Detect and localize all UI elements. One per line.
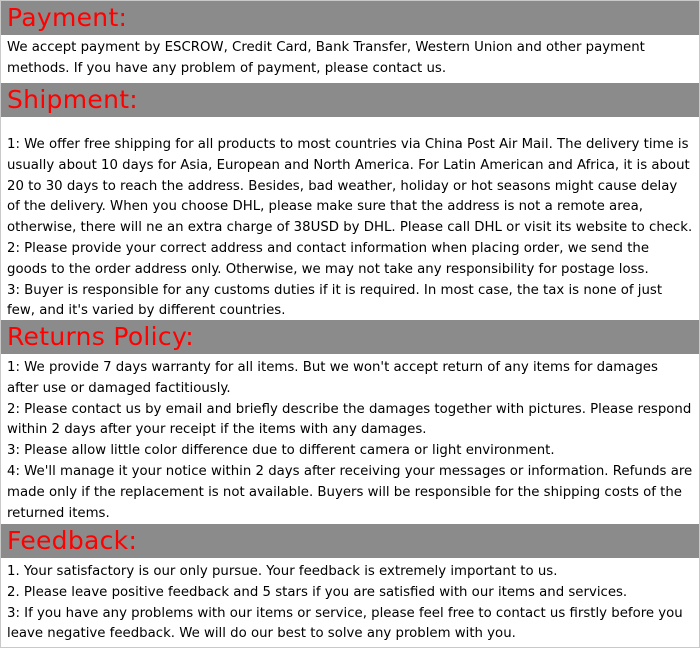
feedback-paragraph-1: 1. Your satisfactory is our only pursue. Your feedback is extremely important to us. — [7, 564, 558, 579]
shipment-body — [1, 117, 699, 320]
feedback-title: Feedback: — [7, 526, 138, 555]
returns-title: Returns Policy: — [7, 322, 194, 351]
feedback-section — [1, 524, 699, 649]
payment-paragraph-1: We accept payment by ESCROW, Credit Card, Bank Transfer, Western Union and other payment methods. If you have any problem of payment, please contact us. — [7, 40, 645, 76]
feedback-paragraph-3: 3: If you have any problems with our items or service, please feel free to contact us firstly before you leave negative feedback. We will do our best to solve any problem with you. — [7, 605, 683, 642]
payment-title: Payment: — [7, 3, 128, 32]
shipment-title: Shipment: — [7, 85, 139, 114]
returns-section — [1, 320, 699, 524]
feedback-paragraph-2: 2. Please leave positive feedback and 5 stars if you are satisfied with our items and services. — [7, 584, 628, 600]
shipment-section — [1, 83, 699, 320]
returns-paragraph-1: 1: We provide 7 days warranty for all items. But we won't accept return of any items for damages after use or damaged factitiously. — [7, 360, 658, 396]
returns-paragraph-4: 4: We'll manage it your notice within 2 days after receiving your messages or information. Refunds are made only if the replacement is not available. Buyers will be responsible for the shipping costs of the returned items. — [7, 463, 693, 521]
shipment-paragraph-2: 2: Please provide your correct address and contact information when placing order, we send the goods to the order address only. Otherwise, we may not take any responsibility for postage loss. — [7, 240, 650, 277]
payment-body — [1, 35, 699, 83]
shipment-paragraph-3: 3: Buyer is responsible for any customs duties if it is required. In most case, the tax is none of just few, and it's varied by different countries. — [7, 282, 663, 319]
returns-body — [1, 354, 699, 524]
returns-paragraph-3: 3: Please allow little color difference due to different camera or light environment. — [7, 443, 555, 459]
returns-header — [1, 320, 699, 354]
feedback-body — [1, 558, 699, 649]
payment-section — [1, 1, 699, 83]
feedback-header — [1, 524, 699, 558]
returns-paragraph-2: 2: Please contact us by email and briefly describe the damages together with pictures. Please respond within 2 days after your receipt if the items with any damages. — [7, 401, 692, 438]
shipment-paragraph-1: 1: We offer free shipping for all products to most countries via China Post Air Mail. The delivery time is usually about 10 days for Asia, European and North America. For Latin American and Africa, it is about 20 to 30 days to reach the address. Besides, bad weather, holiday or hot seasons might cause delay of the delivery. When you choose DHL, please make sure that the address is not a remote area, otherwise, there will ne an extra charge of 38USD by DHL. Please call DHL or visit its website to check. — [7, 137, 693, 236]
shipment-header — [1, 83, 699, 117]
payment-header — [1, 1, 699, 35]
